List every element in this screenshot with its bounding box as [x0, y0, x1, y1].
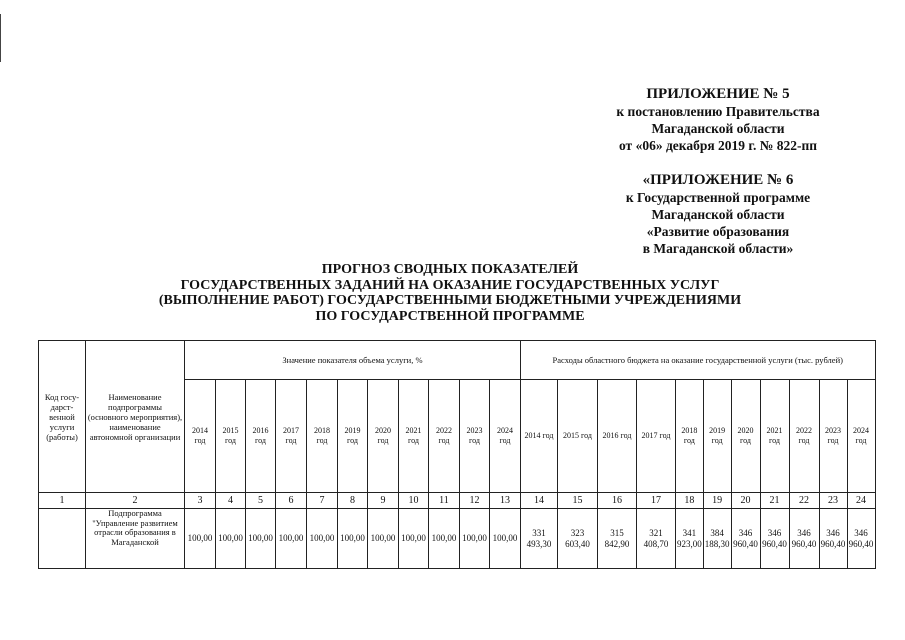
expense-value-cell: 341 923,00	[676, 509, 704, 569]
expense-value-cell: 346 960,40	[731, 509, 760, 569]
year-header: 2020 год	[368, 380, 399, 493]
column-number-row	[39, 493, 876, 509]
year-header: 2017 год	[637, 380, 676, 493]
header-code: Код госу-дарст-венной услуги (работы)	[39, 341, 86, 493]
column-number: 12	[460, 493, 490, 509]
appendix-5-line-2: Магаданской области	[651, 121, 785, 136]
header-name: Наименование подпрограммы (основного мероприятия), наименование автономной организации	[86, 341, 185, 493]
year-header: 2014 год	[185, 380, 216, 493]
year-header: 2018 год	[676, 380, 704, 493]
year-header: 2019 год	[703, 380, 731, 493]
year-header: 2024 год	[847, 380, 875, 493]
appendix-6-line-3: «Развитие образования	[646, 224, 790, 239]
column-number: 9	[368, 493, 399, 509]
year-header: 2023 год	[819, 380, 847, 493]
column-number: 22	[789, 493, 819, 509]
appendix-5-block	[598, 86, 838, 154]
column-number: 15	[558, 493, 598, 509]
column-number: 8	[338, 493, 368, 509]
header-expense-group: Расходы областного бюджета на оказание государственной услуги (тыс. рублей)	[521, 341, 876, 380]
expense-value-cell: 331 493,30	[521, 509, 558, 569]
expense-value-cell: 346 960,40	[819, 509, 847, 569]
scan-edge-line	[0, 14, 1, 62]
row-code-cell	[39, 509, 86, 569]
column-number: 4	[216, 493, 246, 509]
column-number: 24	[847, 493, 875, 509]
year-header: 2014 год	[521, 380, 558, 493]
volume-value-cell: 100,00	[216, 509, 246, 569]
column-number: 16	[598, 493, 637, 509]
year-header: 2015 год	[216, 380, 246, 493]
expense-value-cell: 346 960,40	[760, 509, 789, 569]
document-title	[100, 262, 800, 324]
year-header: 2018 год	[307, 380, 338, 493]
volume-value-cell: 100,00	[368, 509, 399, 569]
column-number: 10	[399, 493, 429, 509]
column-number: 17	[637, 493, 676, 509]
expense-value-cell: 315 842,90	[598, 509, 637, 569]
volume-value-cell: 100,00	[490, 509, 521, 569]
expense-value-cell: 384 188,30	[703, 509, 731, 569]
volume-value-cell: 100,00	[185, 509, 216, 569]
column-number: 1	[39, 493, 86, 509]
volume-value-cell: 100,00	[246, 509, 276, 569]
volume-value-cell: 100,00	[460, 509, 490, 569]
year-header: 2021 год	[399, 380, 429, 493]
year-header: 2017 год	[276, 380, 307, 493]
year-header: 2022 год	[789, 380, 819, 493]
column-number: 3	[185, 493, 216, 509]
year-header: 2023 год	[460, 380, 490, 493]
column-number: 20	[731, 493, 760, 509]
column-number: 11	[429, 493, 460, 509]
header-group-row	[39, 341, 876, 380]
table-row	[39, 509, 876, 569]
column-number: 6	[276, 493, 307, 509]
year-header: 2019 год	[338, 380, 368, 493]
title-line-1: ПРОГНОЗ СВОДНЫХ ПОКАЗАТЕЛЕЙ	[321, 262, 579, 277]
indicators-table	[38, 340, 876, 569]
expense-value-cell: 321 408,70	[637, 509, 676, 569]
volume-value-cell: 100,00	[307, 509, 338, 569]
column-number: 23	[819, 493, 847, 509]
column-number: 14	[521, 493, 558, 509]
year-header: 2022 год	[429, 380, 460, 493]
column-number: 5	[246, 493, 276, 509]
title-line-4: ПО ГОСУДАРСТВЕННОЙ ПРОГРАММЕ	[315, 308, 585, 324]
appendix-6-block	[598, 172, 838, 257]
header-volume-group: Значение показателя объема услуги, %	[185, 341, 521, 380]
expense-value-cell: 346 960,40	[789, 509, 819, 569]
appendix-6-line-2: Магаданской области	[651, 207, 785, 222]
expense-value-cell: 346 960,40	[847, 509, 875, 569]
expense-value-cell: 323 603,40	[558, 509, 598, 569]
year-header: 2021 год	[760, 380, 789, 493]
title-line-2: ГОСУДАРСТВЕННЫХ ЗАДАНИЙ НА ОКАЗАНИЕ ГОСУДАРСТВЕННЫХ УСЛУГ	[180, 277, 720, 293]
year-header: 2016 год	[246, 380, 276, 493]
appendix-5-line-1: к постановлению Правительства	[616, 104, 820, 119]
volume-value-cell: 100,00	[276, 509, 307, 569]
volume-value-cell: 100,00	[399, 509, 429, 569]
title-line-3: (ВЫПОЛНЕНИЕ РАБОТ) ГОСУДАРСТВЕННЫМИ БЮДЖЕТНЫМИ УЧРЕЖДЕНИЯМИ	[158, 293, 742, 308]
column-number: 19	[703, 493, 731, 509]
column-number: 21	[760, 493, 789, 509]
appendix-5-title: ПРИЛОЖЕНИЕ № 5	[646, 86, 790, 102]
column-number: 7	[307, 493, 338, 509]
appendix-6-line-1: к Государственной программе	[625, 190, 811, 205]
column-number: 13	[490, 493, 521, 509]
year-header: 2024 год	[490, 380, 521, 493]
year-header: 2020 год	[731, 380, 760, 493]
column-number: 18	[676, 493, 704, 509]
appendix-6-line-4: в Магаданской области»	[642, 241, 794, 256]
appendix-6-title: «ПРИЛОЖЕНИЕ № 6	[642, 172, 794, 188]
appendix-5-line-3: от «06» декабря 2019 г. № 822-пп	[618, 138, 817, 153]
volume-value-cell: 100,00	[429, 509, 460, 569]
volume-value-cell: 100,00	[338, 509, 368, 569]
column-number: 2	[86, 493, 185, 509]
row-name-cell: Подпрограмма "Управление развитием отрасли образования в Магаданской	[86, 509, 185, 569]
year-header: 2015 год	[558, 380, 598, 493]
year-header: 2016 год	[598, 380, 637, 493]
